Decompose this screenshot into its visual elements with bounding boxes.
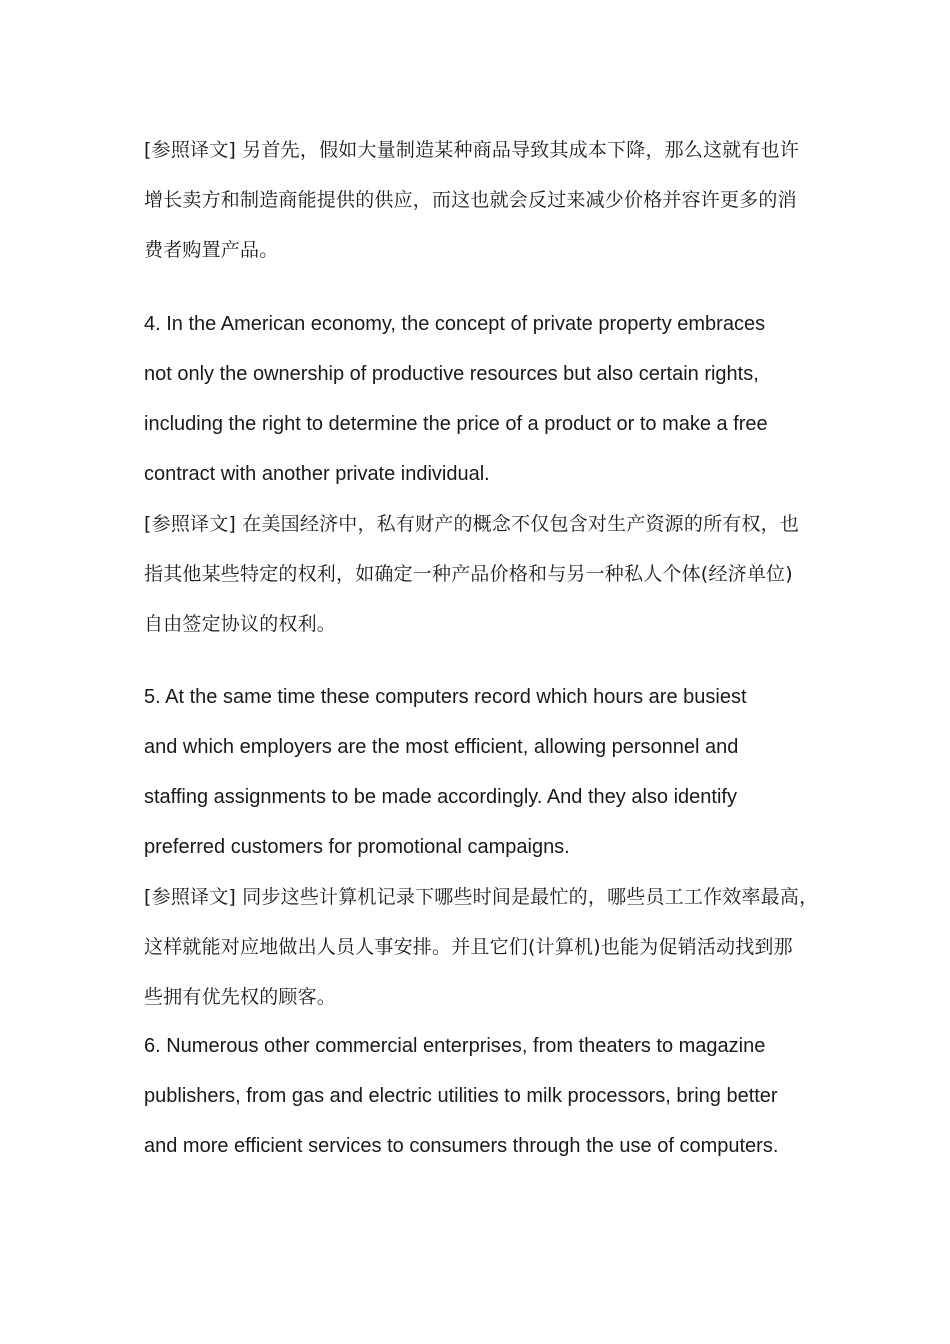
translation-line: [参照译文] 另首先，假如大量制造某种商品导致其成本下降，那么这就有也许: [144, 139, 800, 161]
source-line: not only the ownership of productive resources but also certain rights,: [144, 363, 759, 385]
source-line: 6. Numerous other commercial enterprises, from theaters to magazine: [144, 1035, 766, 1057]
source-line: and which employers are the most efficient, allowing personnel and: [144, 736, 739, 758]
source-line: 4. In the American economy, the concept of private property embraces: [144, 313, 766, 335]
translation-line: 费者购置产品。: [144, 239, 279, 261]
translation-line: [参照译文] 同步这些计算机记录下哪些时间是最忙的，哪些员工工作效率最高，: [144, 886, 819, 908]
source-line: 5. At the same time these computers record which hours are busiest: [144, 686, 747, 708]
translation-line: 这样就能对应地做出人员人事安排。并且它们(计算机)也能为促销活动找到那: [144, 936, 793, 958]
translation-line: 增长卖方和制造商能提供的供应，而这也就会反过来减少价格并容许更多的消: [144, 189, 797, 211]
source-line: preferred customers for promotional campaigns.: [144, 836, 570, 858]
source-line: and more efficient services to consumers through the use of computers.: [144, 1135, 779, 1157]
source-line: staffing assignments to be made accordingly. And they also identify: [144, 786, 737, 808]
translation-line: 指其他某些特定的权利，如确定一种产品价格和与另一种私人个体(经济单位): [144, 563, 793, 585]
translation-line: 自由签定协议的权利。: [144, 613, 337, 635]
translation-line: [参照译文] 在美国经济中，私有财产的概念不仅包含对生产资源的所有权，也: [144, 513, 800, 535]
translation-line: 些拥有优先权的顾客。: [144, 986, 337, 1008]
source-line: including the right to determine the price of a product or to make a free: [144, 413, 768, 435]
source-line: publishers, from gas and electric utilities to milk processors, bring better: [144, 1085, 778, 1107]
source-line: contract with another private individual.: [144, 463, 490, 485]
